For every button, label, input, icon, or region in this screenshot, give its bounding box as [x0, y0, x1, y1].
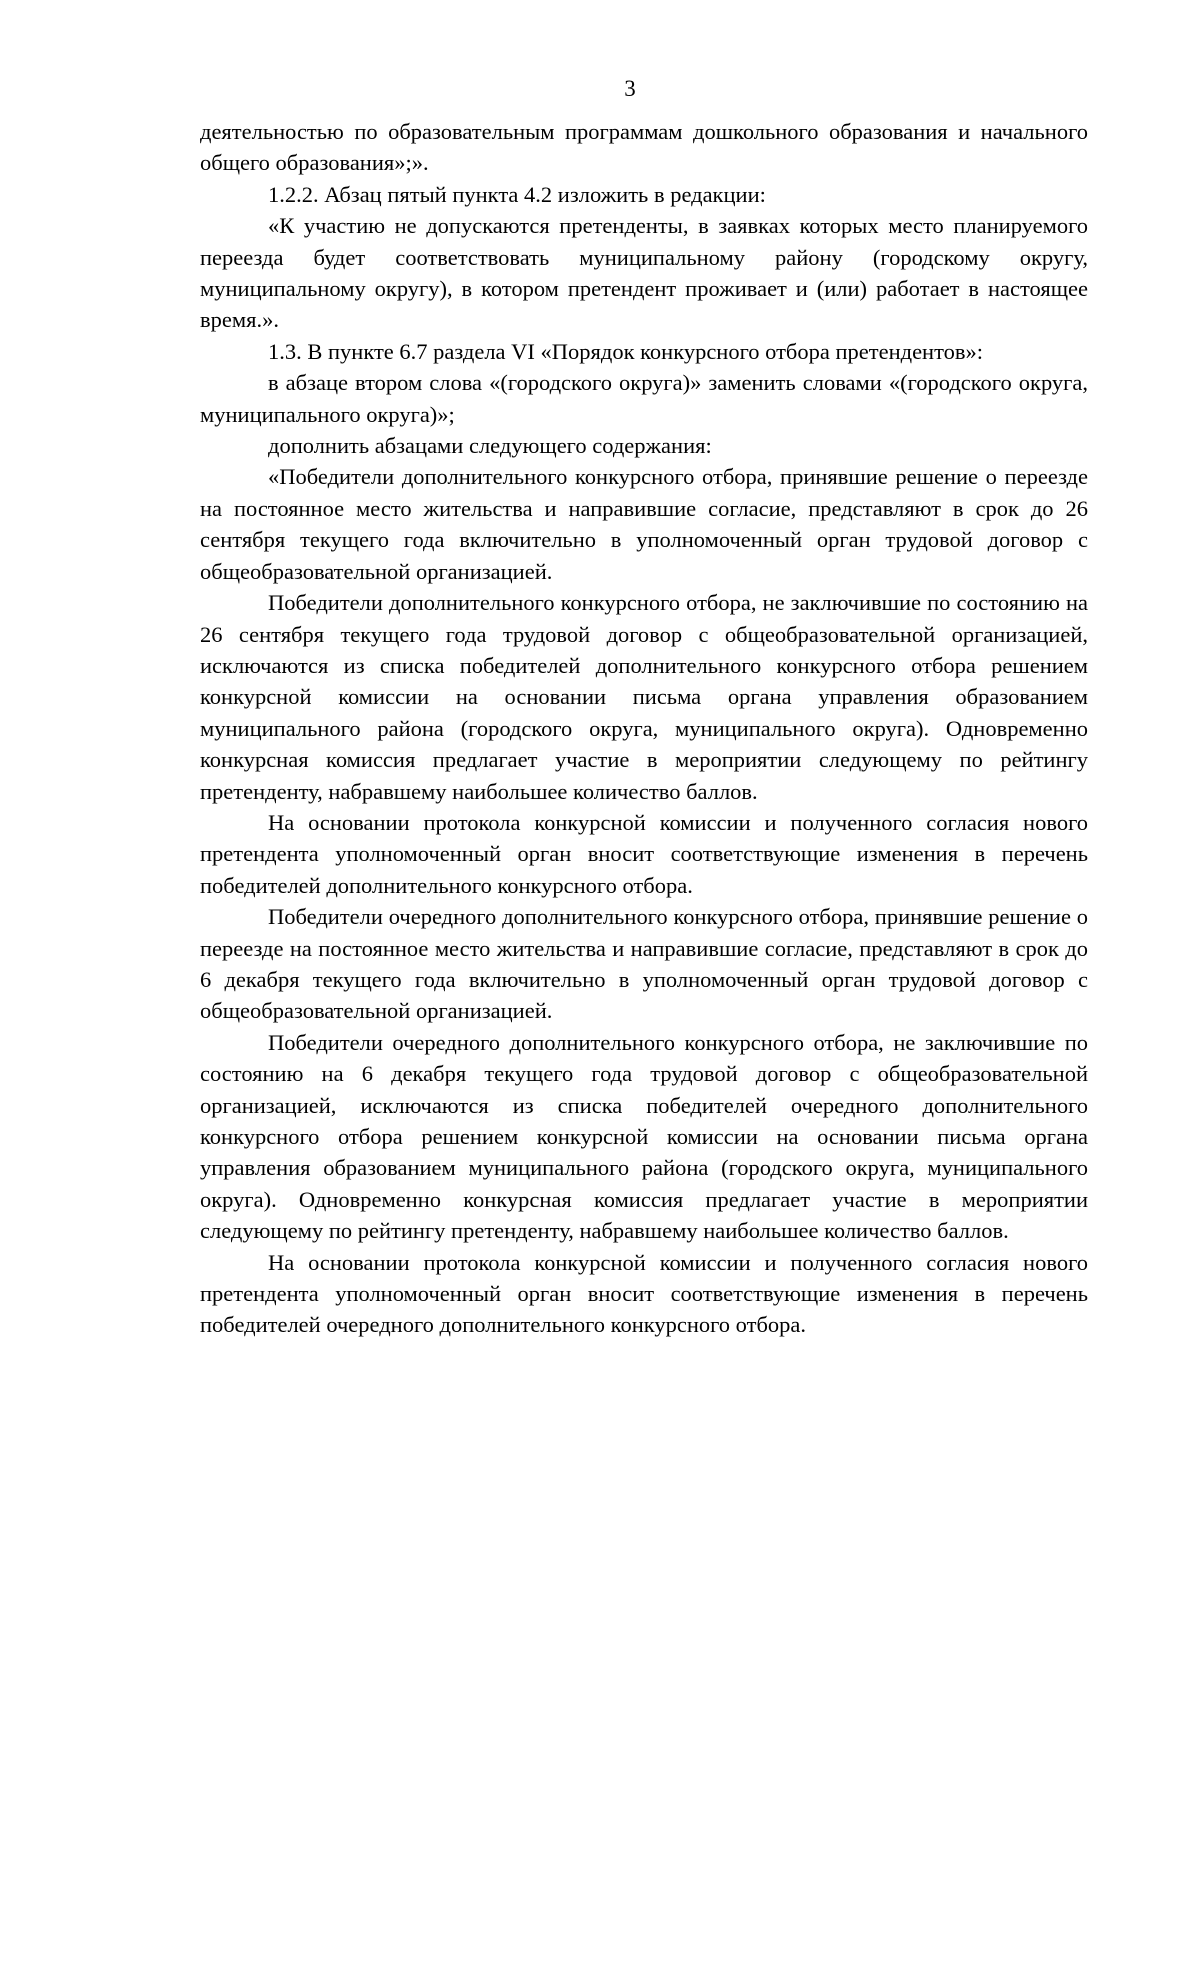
document-body — [200, 116, 1088, 1341]
paragraph-winners-submit: «Победители дополнительного конкурсного отбора, принявшие решение о переезде на постоянное место жительства и направившие согласие, представляют в срок до 26 сентября текущего года включительно в уполномоченный орган трудовой договор с общеобразовательной организацией. — [200, 464, 1088, 584]
paragraph-regular-winners-excluded: Победители очередного дополнительного конкурсного отбора, не заключившие по состоянию на 6 декабря текущего года трудовой договор с общеобразовательной организацией, исключаются из списка победителей очередного дополнительного конкурсного отбора решением конкурсной комиссии на основании письма органа управления образованием муниципального района (городского округа, муниципального округа). Одновременно конкурсная комиссия предлагает участие в мероприятии следующему по рейтингу претенденту, набравшему наибольшее количество баллов. — [200, 1029, 1088, 1244]
paragraph-clause-1-3: 1.3. В пункте 6.7 раздела VI «Порядок конкурсного отбора претендентов»: — [268, 338, 984, 364]
paragraph-quoted-text: «К участию не допускаются претенденты, в заявках которых место планируемого переезда будет соответствовать муниципальному району (городскому округу, муниципальному округу), в котором претендент проживает и (или) работает в настоящее время.». — [200, 213, 1088, 333]
paragraph-replace-words: в абзаце втором слова «(городского округа)» заменить словами «(городского округа, муниципального округа)»; — [200, 370, 1088, 427]
paragraph-regular-winners-submit: Победители очередного дополнительного конкурсного отбора, принявшие решение о переезде на постоянное место жительства и направившие согласие, представляют в срок до 6 декабря текущего года включительно в уполномоченный орган трудовой договор с общеобразовательной организацией. — [200, 904, 1088, 1024]
paragraph-protocol-changes: На основании протокола конкурсной комиссии и полученного согласия нового претендента уполномоченный орган вносит соответствующие изменения в перечень победителей дополнительного конкурсного отбора. — [200, 809, 1088, 898]
paragraph-add-paragraphs: дополнить абзацами следующего содержания: — [268, 433, 712, 459]
paragraph-continuation: деятельностью по образовательным программам дошкольного образования и начального общего образования»;». — [200, 119, 1088, 176]
paragraph-winners-excluded: Победители дополнительного конкурсного отбора, не заключившие по состоянию на 26 сентября текущего года трудовой договор с общеобразовательной организацией, исключаются из списка победителей дополнительного конкурсного отбора решением конкурсной комиссии на основании письма органа управления образованием муниципального района (городского округа, муниципального округа). Одновременно конкурсная комиссия предлагает участие в мероприятии следующему по рейтингу претенденту, набравшему наибольшее количество баллов. — [200, 590, 1088, 804]
page-number: 3 — [624, 76, 636, 101]
paragraph-clause-1-2-2: 1.2.2. Абзац пятый пункта 4.2 изложить в редакции: — [268, 181, 766, 207]
paragraph-regular-protocol-changes: На основании протокола конкурсной комиссии и полученного согласия нового претендента уполномоченный орган вносит соответствующие изменения в перечень победителей очередного дополнительного конкурсного отбора. — [200, 1249, 1088, 1338]
